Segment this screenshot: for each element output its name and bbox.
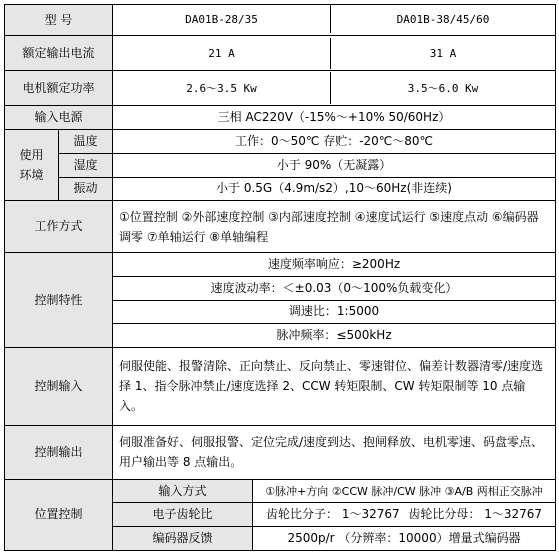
encoder-feedback-label: 编码器反馈 — [113, 527, 253, 551]
rated-current-b: 31 A — [429, 46, 457, 60]
control-input-label: 控制输入 — [5, 348, 113, 426]
humidity-label: 湿度 — [59, 153, 113, 177]
temperature-label: 温度 — [59, 130, 113, 154]
input-mode-label: 输入方式 — [113, 479, 253, 503]
control-output-label: 控制输出 — [5, 425, 113, 479]
control-characteristic-item: 速度频率响应：≥200Hz — [113, 253, 556, 277]
control-input-value: 伺服使能、报警清除、正向禁止、反向禁止、零速钳位、偏差计数器清零/速度选择 1、指令脉冲禁止/速度选择 2、CCW 转矩限制、CW 转矩限制等 10 点输入。 — [113, 348, 556, 426]
control-characteristic-item: 脉冲频率：≤500kHz — [113, 324, 556, 348]
vibration-label: 振动 — [59, 177, 113, 201]
control-characteristic-item: 调速比：1:5000 — [113, 300, 556, 324]
rated-current-label: 额定输出电流 — [5, 36, 113, 71]
rated-power-label: 电机额定功率 — [5, 70, 113, 106]
rated-power-b: 3.5～6.0 Kw — [407, 81, 479, 95]
rated-power-a: 2.6～3.5 Kw — [113, 72, 331, 104]
control-characteristics-label: 控制特性 — [5, 253, 113, 348]
gear-ratio-value — [253, 503, 556, 527]
environment-label: 使用 环境 — [5, 130, 59, 201]
gear-ratio-label: 电子齿轮比 — [113, 503, 253, 527]
power-input-value: 三相 AC220V（-15%～+10% 50/60Hz） — [113, 106, 556, 130]
temperature-value: 工作：0～50℃ 存贮：-20℃～80℃ — [113, 130, 556, 154]
model-b: DA01B-38/45/60 — [396, 12, 490, 26]
model-a: DA01B-28/35 — [113, 5, 331, 33]
model-label: 型 号 — [5, 5, 113, 36]
work-mode-value: ①位置控制 ②外部速度控制 ③内部速度控制 ④速度试运行 ⑤速度点动 ⑥编码器调零 ⑦单轴运行 ⑧单轴编程 — [113, 201, 556, 253]
gear-ratio-denominator: 齿轮比分母： 1～32767 — [408, 507, 543, 522]
vibration-value: 小于 0.5G（4.9m/s2）,10～60Hz(非连续) — [113, 177, 556, 201]
position-control-label: 位置控制 — [5, 479, 113, 550]
work-mode-label: 工作方式 — [5, 201, 113, 253]
encoder-feedback-value: 2500p/r （分辨率：10000）增量式编码器 — [253, 527, 556, 551]
rated-current-a: 21 A — [113, 38, 331, 69]
control-characteristic-item: 速度波动率：＜±0.03（0～100%负载变化） — [113, 276, 556, 300]
spec-table — [4, 4, 556, 551]
power-input-label: 输入电源 — [5, 106, 113, 130]
gear-ratio-numerator: 齿轮比分子： 1～32767 — [266, 507, 400, 522]
input-mode-value: ①脉冲+方向 ②CCW 脉冲/CW 脉冲 ③A/B 两相正交脉冲 — [253, 479, 556, 503]
control-output-value: 伺服准备好、伺服报警、定位完成/速度到达、抱闸释放、电机零速、码盘零点、用户输出等 8 点输出。 — [113, 425, 556, 479]
humidity-value: 小于 90%（无凝露） — [113, 153, 556, 177]
